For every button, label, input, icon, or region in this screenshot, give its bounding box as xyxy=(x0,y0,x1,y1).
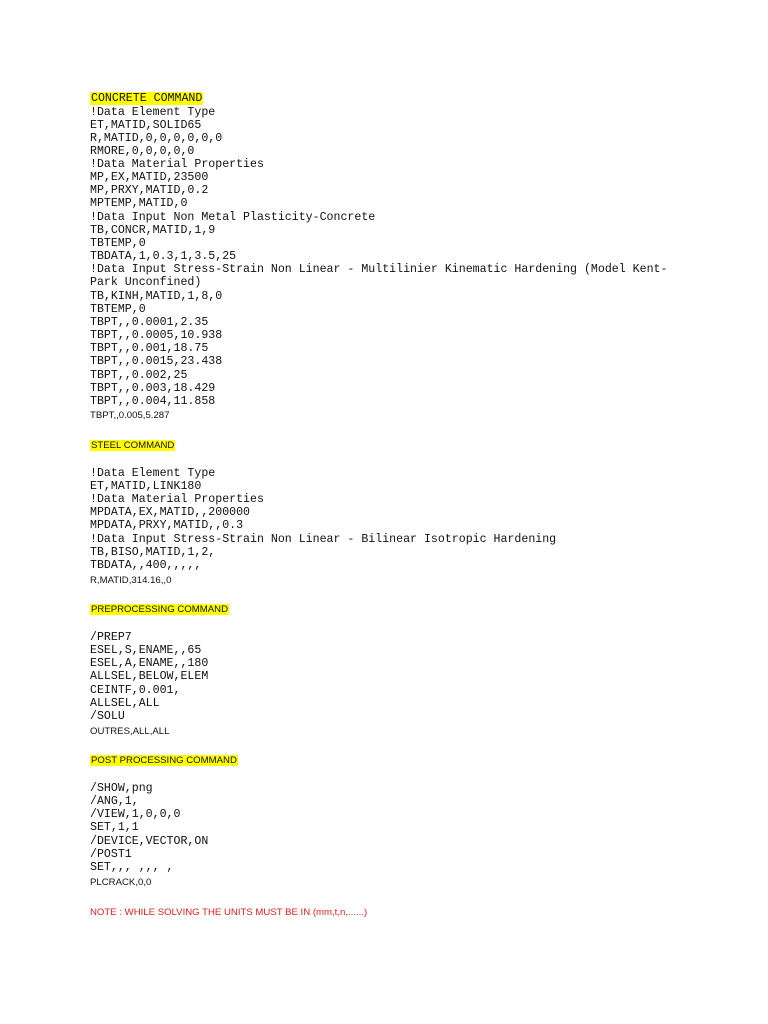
preprocessing-line: ALLSEL,BELOW,ELEM xyxy=(90,670,209,683)
steel-heading xyxy=(90,439,175,452)
concrete-line: TB,KINH,MATID,1,8,0 xyxy=(90,290,223,303)
concrete-line: MP,PRXY,MATID,0.2 xyxy=(90,184,209,197)
steel-line: !Data Input Stress-Strain Non Linear - Bilinear Isotropic Hardening xyxy=(90,533,557,546)
concrete-line: TBTEMP,0 xyxy=(90,303,146,316)
preprocessing-line: CEINTF,0.001, xyxy=(90,684,181,697)
postprocessing-line: /POST1 xyxy=(90,848,132,861)
postprocessing-line: SET,,, ,,, , xyxy=(90,861,174,874)
postprocessing-heading-highlight: POST PROCESSING COMMAND xyxy=(91,755,237,766)
steel-line: TBDATA,,400,,,,, xyxy=(90,559,202,572)
concrete-line: !Data Element Type xyxy=(90,106,216,119)
steel-line: !Data Element Type xyxy=(90,467,216,480)
concrete-line: MPTEMP,MATID,0 xyxy=(90,197,188,210)
concrete-heading-highlight: CONCRETE COMMAND xyxy=(91,92,203,105)
concrete-line: TB,CONCR,MATID,1,9 xyxy=(90,224,216,237)
concrete-line: TBPT,,0.0015,23.438 xyxy=(90,355,223,368)
steel-line: TB,BISO,MATID,1,2, xyxy=(90,546,216,559)
concrete-line: RMORE,0,0,0,0,0 xyxy=(90,145,195,158)
preprocessing-heading-highlight: PREPROCESSING COMMAND xyxy=(91,604,228,615)
postprocessing-line: /VIEW,1,0,0,0 xyxy=(90,808,181,821)
concrete-line: TBDATA,1,0.3,1,3.5,25 xyxy=(90,250,237,263)
concrete-line: TBPT,,0.0001,2.35 xyxy=(90,316,209,329)
preprocessing-line: ALLSEL,ALL xyxy=(90,697,160,710)
concrete-line: R,MATID,0,0,0,0,0,0 xyxy=(90,132,223,145)
concrete-line: MP,EX,MATID,23500 xyxy=(90,171,209,184)
steel-line: !Data Material Properties xyxy=(90,493,264,506)
concrete-line: ET,MATID,SOLID65 xyxy=(90,119,202,132)
concrete-line: !Data Material Properties xyxy=(90,158,264,171)
steel-line: MPDATA,EX,MATID,,200000 xyxy=(90,506,251,519)
preprocessing-line: ESEL,S,ENAME,,65 xyxy=(90,644,202,657)
postprocessing-line: /ANG,1, xyxy=(90,795,139,808)
postprocessing-line: /SHOW,png xyxy=(90,782,153,795)
preprocessing-heading xyxy=(90,603,229,616)
postprocessing-last-line: PLCRACK,0,0 xyxy=(90,877,152,888)
preprocessing-line: /SOLU xyxy=(90,710,125,723)
concrete-line: TBPT,,0.001,18.75 xyxy=(90,342,209,355)
concrete-line: TBPT,,0.004,11.858 xyxy=(90,395,216,408)
preprocessing-last-line: OUTRES,ALL,ALL xyxy=(90,726,170,737)
steel-line: ET,MATID,LINK180 xyxy=(90,480,202,493)
concrete-line: !Data Input Non Metal Plasticity-Concrete xyxy=(90,211,376,224)
concrete-last-line: TBPT,,0.005,5.287 xyxy=(90,410,170,421)
steel-heading-highlight: STEEL COMMAND xyxy=(91,440,175,451)
concrete-heading xyxy=(90,92,203,105)
preprocessing-line: ESEL,A,ENAME,,180 xyxy=(90,657,209,670)
postprocessing-heading xyxy=(90,754,238,767)
concrete-line: TBPT,,0.003,18.429 xyxy=(90,382,216,395)
steel-last-line: R,MATID,314.16,,0 xyxy=(90,575,172,586)
concrete-line: !Data Input Stress-Strain Non Linear - Multilinier Kinematic Hardening (Model Kent- xyxy=(90,263,668,276)
concrete-line: TBPT,,0.0005,10.938 xyxy=(90,329,223,342)
postprocessing-line: SET,1,1 xyxy=(90,821,139,834)
concrete-line: Park Unconfined) xyxy=(90,276,202,289)
concrete-line: TBPT,,0.002,25 xyxy=(90,369,188,382)
postprocessing-line: /DEVICE,VECTOR,ON xyxy=(90,835,209,848)
concrete-line: TBTEMP,0 xyxy=(90,237,146,250)
preprocessing-line: /PREP7 xyxy=(90,631,132,644)
units-note: NOTE : WHILE SOLVING THE UNITS MUST BE IN (mm,t,n,......) xyxy=(90,907,368,918)
steel-line: MPDATA,PRXY,MATID,,0.3 xyxy=(90,519,244,532)
